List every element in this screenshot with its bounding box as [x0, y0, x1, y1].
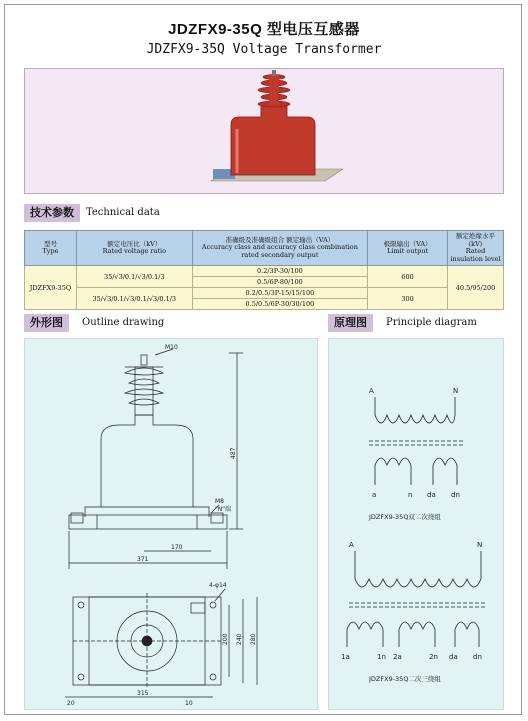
photo-column	[269, 75, 279, 105]
label-m8: M8	[215, 498, 224, 505]
outline-section-tag: 外形图	[24, 314, 69, 332]
header-insulation: 额定绝缘水平(kV) Rated insulation level	[448, 231, 504, 266]
label-d2-1a: 1a	[341, 653, 350, 661]
label-d1-da: da	[427, 491, 436, 499]
label-A-1: A	[369, 387, 374, 395]
principle-diagram	[329, 339, 504, 710]
label-N-2: N	[477, 541, 483, 549]
label-A-2: A	[349, 541, 354, 549]
top-view	[73, 593, 221, 689]
table-row	[25, 266, 504, 277]
label-170: 170	[171, 544, 183, 551]
label-487: 487	[230, 447, 237, 459]
header-type: 型号 Type	[25, 231, 77, 266]
caption-diagram-1: JDZFX9-35Q双二次绕组	[369, 513, 441, 521]
cell-acc-3: 0.2/0.5/3P-15/15/100	[192, 288, 368, 299]
cell-acc-2: 0.5/6P-80/100	[192, 277, 368, 288]
spec-table	[24, 230, 504, 310]
header-limit: 极限输出（VA） Limit output	[368, 231, 448, 266]
header-accuracy: 准确级及准确级组合 额定输出（VA） Accuracy class and accuracy class combination rated secondary output	[192, 231, 368, 266]
winding-diagram-1	[369, 397, 463, 485]
cell-insulation: 40.5/95/200	[448, 266, 504, 310]
label-d1-dn: dn	[451, 491, 460, 499]
transformer-photo	[25, 69, 504, 194]
principle-section-tag: 原理图	[328, 314, 373, 332]
header-ratio: 额定电压比（kV） Rated voltage ratio	[76, 231, 192, 266]
principle-section-label: Principle diagram	[386, 317, 477, 328]
label-240: 240	[236, 633, 243, 645]
outline-drawing-panel	[24, 338, 318, 710]
label-280: 280	[250, 633, 257, 645]
cell-type: JDZFX9-35Q	[25, 266, 77, 310]
principle-section-header	[328, 314, 504, 332]
cell-acc-4: 0.5/0.5/6P-30/30/100	[192, 299, 368, 310]
label-N-1: N	[453, 387, 459, 395]
outline-section-label: Outline drawing	[82, 317, 165, 328]
label-d2-2a: 2a	[393, 653, 402, 661]
label-10: 10	[185, 700, 193, 707]
label-d2-dn: dn	[473, 653, 482, 661]
label-n-terminal: "N"端	[215, 506, 232, 513]
tech-section-label: Technical data	[86, 207, 160, 218]
cell-acc-1: 0.2/3P-30/100	[192, 266, 368, 277]
label-holes: 4-φ14	[209, 582, 227, 589]
page-subtitle: JDZFX9-35Q Voltage Transformer	[146, 42, 382, 57]
tech-section-tag: 技术参数	[24, 204, 80, 222]
cell-limit-1: 600	[368, 266, 448, 288]
product-photo-band	[24, 68, 504, 194]
label-d2-2n: 2n	[429, 653, 438, 661]
tech-section-header	[24, 204, 504, 222]
page-title: JDZFX9-35Q 型电压互感器	[168, 21, 360, 38]
caption-diagram-2: JDZFX9-35Q二次三绕组	[369, 675, 441, 683]
label-d1-a: a	[372, 491, 377, 499]
table-row	[25, 288, 504, 299]
principle-diagram-panel	[328, 338, 504, 710]
label-20: 20	[67, 700, 75, 707]
label-d1-n: n	[408, 491, 413, 499]
photo-top-terminal	[272, 70, 276, 76]
photo-body	[231, 105, 315, 175]
label-315: 315	[137, 690, 149, 697]
cell-ratio-1: 35/√3/0.1/√3/0.1/3	[76, 266, 192, 288]
label-m10: M10	[165, 344, 178, 351]
outline-section-header	[24, 314, 314, 332]
label-200: 200	[222, 633, 229, 645]
front-view	[69, 355, 227, 529]
label-d2-da: da	[449, 653, 458, 661]
table-header-row	[25, 231, 504, 266]
outline-drawing	[25, 339, 318, 710]
winding-diagram-2	[347, 551, 487, 647]
label-371: 371	[137, 556, 149, 563]
cell-limit-2: 300	[368, 288, 448, 310]
label-d2-1n: 1n	[377, 653, 386, 661]
cell-ratio-2: 35/√3/0.1/√3/0.1/√3/0.1/3	[76, 288, 192, 310]
holes-leader	[215, 589, 225, 601]
